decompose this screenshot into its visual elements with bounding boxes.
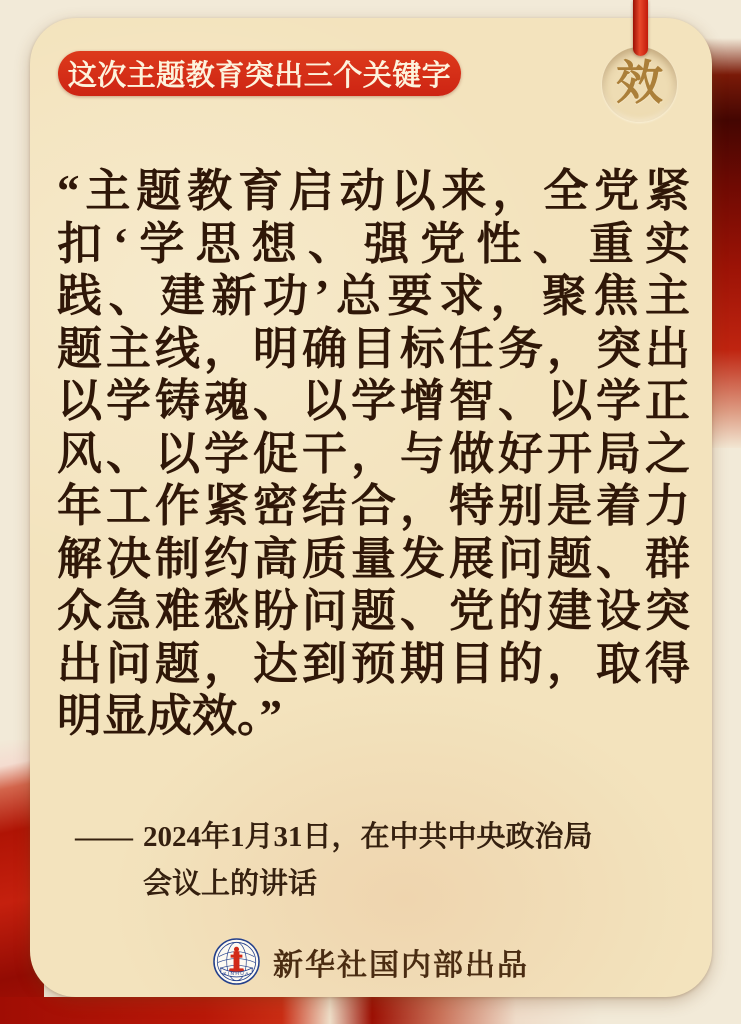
footer <box>30 938 712 985</box>
attribution-lines <box>143 814 593 908</box>
quote-line: 解决制约高质量发展问题、群 <box>57 533 690 584</box>
attribution-dash: —— <box>75 821 133 853</box>
quote-line: 出问题，达到预期目的，取得 <box>57 638 690 689</box>
quote-line: 风、以学促干，与做好开局之 <box>57 428 690 479</box>
seal-character: 效 <box>616 58 663 110</box>
seal-medallion <box>602 47 677 122</box>
xinhua-logo-text: XINHUA <box>223 972 250 978</box>
quote-line: 众急难愁盼问题、党的建设突 <box>57 586 690 636</box>
quote-line: 践、建新功’总要求，聚焦主 <box>57 271 690 321</box>
xinhua-emblem-icon <box>213 938 260 985</box>
quote-line: 年工作紧密结合，特别是着力 <box>57 481 690 531</box>
hanging-ribbon-string <box>633 0 648 56</box>
attribution <box>75 814 593 908</box>
quote-card <box>30 18 712 997</box>
attribution-line2: 会议上的讲话 <box>143 868 318 900</box>
title-banner-label: 这次主题教育突出三个关键字 <box>67 60 452 92</box>
quote-line: 扣‘学思想、强党性、重实 <box>57 218 690 269</box>
red-ribbon-bottom <box>0 997 600 1024</box>
quote-line: 明显成效。” <box>57 691 283 741</box>
attribution-line1: 2024年1月31日，在中共中央政治局 <box>143 821 593 853</box>
quote-line: “主题教育启动以来，全党紧 <box>57 166 690 216</box>
quote-text <box>57 165 690 743</box>
title-banner <box>58 51 461 96</box>
quote-line: 以学铸魂、以学增智、以学正 <box>57 376 690 426</box>
quote-line: 题主线，明确目标任务，突出 <box>57 323 690 374</box>
publisher-label: 新华社国内部出品 <box>273 948 529 982</box>
